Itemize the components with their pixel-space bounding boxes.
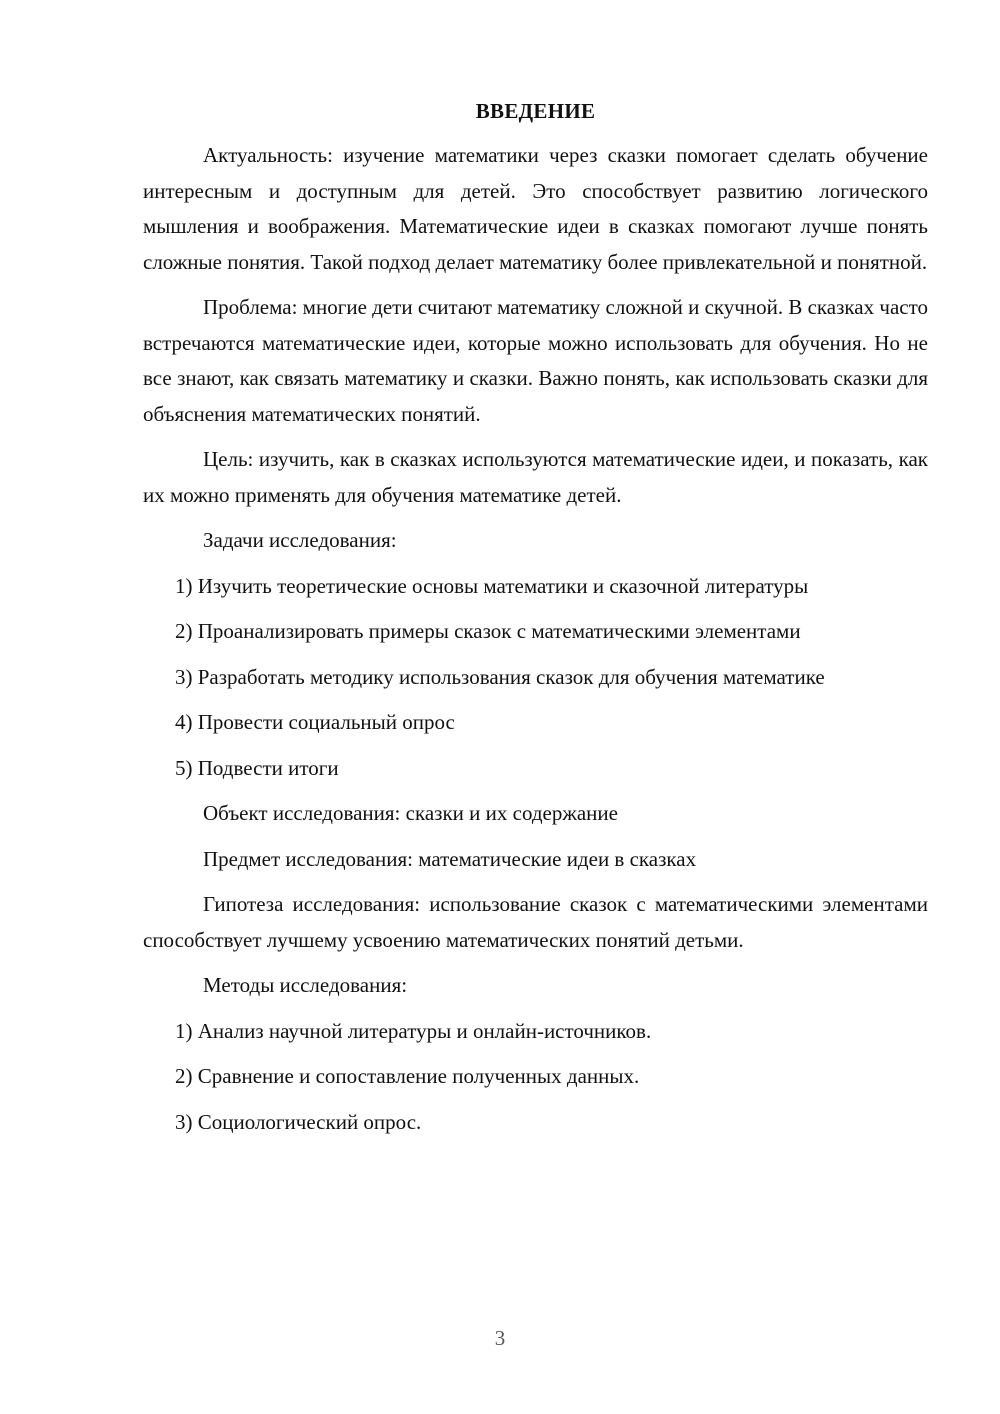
section-title: ВВЕДЕНИЕ: [475, 99, 596, 123]
methods-heading: Методы исследования:: [203, 973, 408, 997]
task-item: 4) Провести социальный опрос: [175, 710, 455, 734]
task-item: 2) Проанализировать примеры сказок с математическими элементами: [175, 619, 801, 643]
method-item: 2) Сравнение и сопоставление полученных данных.: [175, 1064, 640, 1088]
problem-paragraph: Проблема: многие дети считают математику сложной и скучной. В сказках часто встречаются математические идеи, которые можно использовать для обучения. Но не все знают, как связать математику и сказки. Важно понять, как использовать сказки для объяснения математических понятий.: [143, 295, 928, 426]
task-item: 5) Подвести итоги: [175, 755, 339, 780]
hypothesis-paragraph: Гипотеза исследования: использование сказок с математическими элементами способствует лучшему усвоению математических понятий детьми.: [143, 892, 928, 952]
page-number: 3: [494, 1326, 506, 1350]
method-item: 1) Анализ научной литературы и онлайн-источников.: [175, 1018, 652, 1043]
method-item: 3) Социологический опрос.: [175, 1109, 422, 1134]
goal-paragraph: Цель: изучить, как в сказках используются математические идеи, и показать, как их можно применять для обучения математике детей.: [143, 447, 928, 507]
tasks-heading: Задачи исследования:: [203, 528, 397, 552]
subject-line: Предмет исследования: математические идеи в сказках: [203, 846, 697, 871]
object-line: Объект исследования: сказки и их содержание: [203, 801, 618, 825]
task-item: 3) Разработать методику использования сказок для обучения математике: [175, 664, 825, 689]
document-page: [143, 96, 928, 1150]
task-item: 1) Изучить теоретические основы математики и сказочной литературы: [175, 573, 809, 598]
actuality-paragraph: Актуальность: изучение математики через сказки помогает сделать обучение интересным и доступным для детей. Это способствует развитию логического мышления и воображения. Математические идеи в сказках помогают лучше понять сложные понятия. Такой подход делает математику более привлекательной и понятной.: [143, 143, 928, 274]
